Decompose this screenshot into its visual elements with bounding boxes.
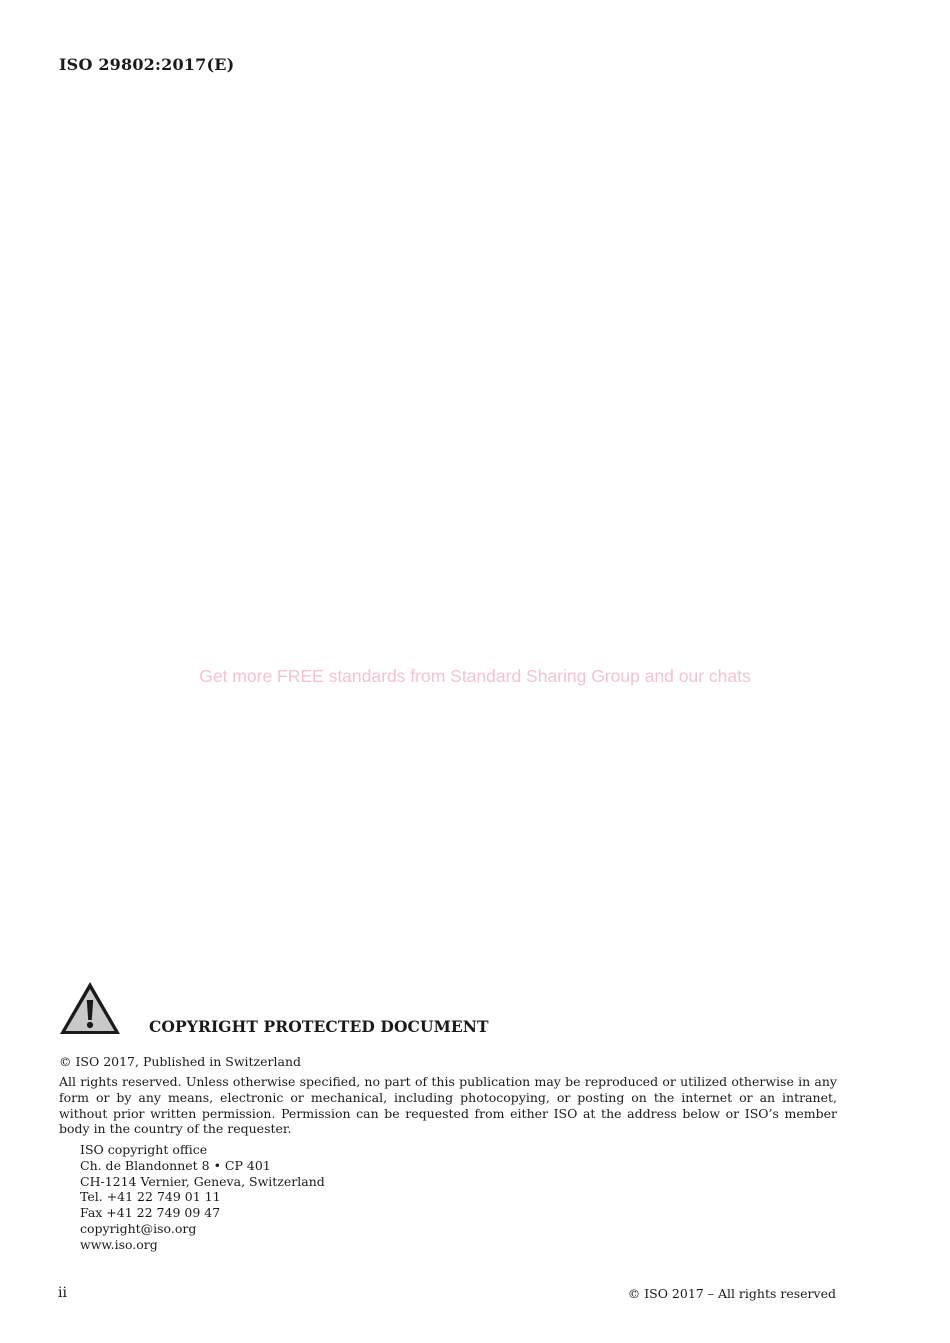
address-line-city: CH-1214 Vernier, Geneva, Switzerland <box>80 1173 325 1189</box>
warning-triangle-icon <box>58 980 122 1036</box>
copyright-heading: COPYRIGHT PROTECTED DOCUMENT <box>149 1017 489 1036</box>
copyright-published-line: © ISO 2017, Published in Switzerland <box>59 1054 302 1069</box>
address-line-office: ISO copyright office <box>80 1142 208 1157</box>
watermark-text: Get more FREE standards from Standard Sharing Group and our chats <box>199 666 751 686</box>
document-id-header: ISO 29802:2017(E) <box>59 55 235 74</box>
address-line-fax: Fax +41 22 749 09 47 <box>80 1205 221 1221</box>
address-line-email: copyright@iso.org <box>80 1220 197 1236</box>
address-line-street: Ch. de Blandonnet 8 • CP 401 <box>80 1157 271 1173</box>
iso-address-block <box>80 1142 325 1253</box>
page-number: ii <box>58 1285 67 1301</box>
rights-paragraph: All rights reserved. Unless otherwise specified, no part of this publication may be reproduced or utilized otherwise in any form or by any means, electronic or mechanical, including photocopying, or posting on the internet or an intranet, without prior written permission. Permission can be requested from either ISO at the address below or ISO’s member body in the country of the requester. <box>59 1074 837 1137</box>
address-line-website: www.iso.org <box>80 1236 158 1252</box>
footer-copyright: © ISO 2017 – All rights reserved <box>627 1286 836 1301</box>
address-line-tel: Tel. +41 22 749 01 11 <box>80 1189 221 1205</box>
